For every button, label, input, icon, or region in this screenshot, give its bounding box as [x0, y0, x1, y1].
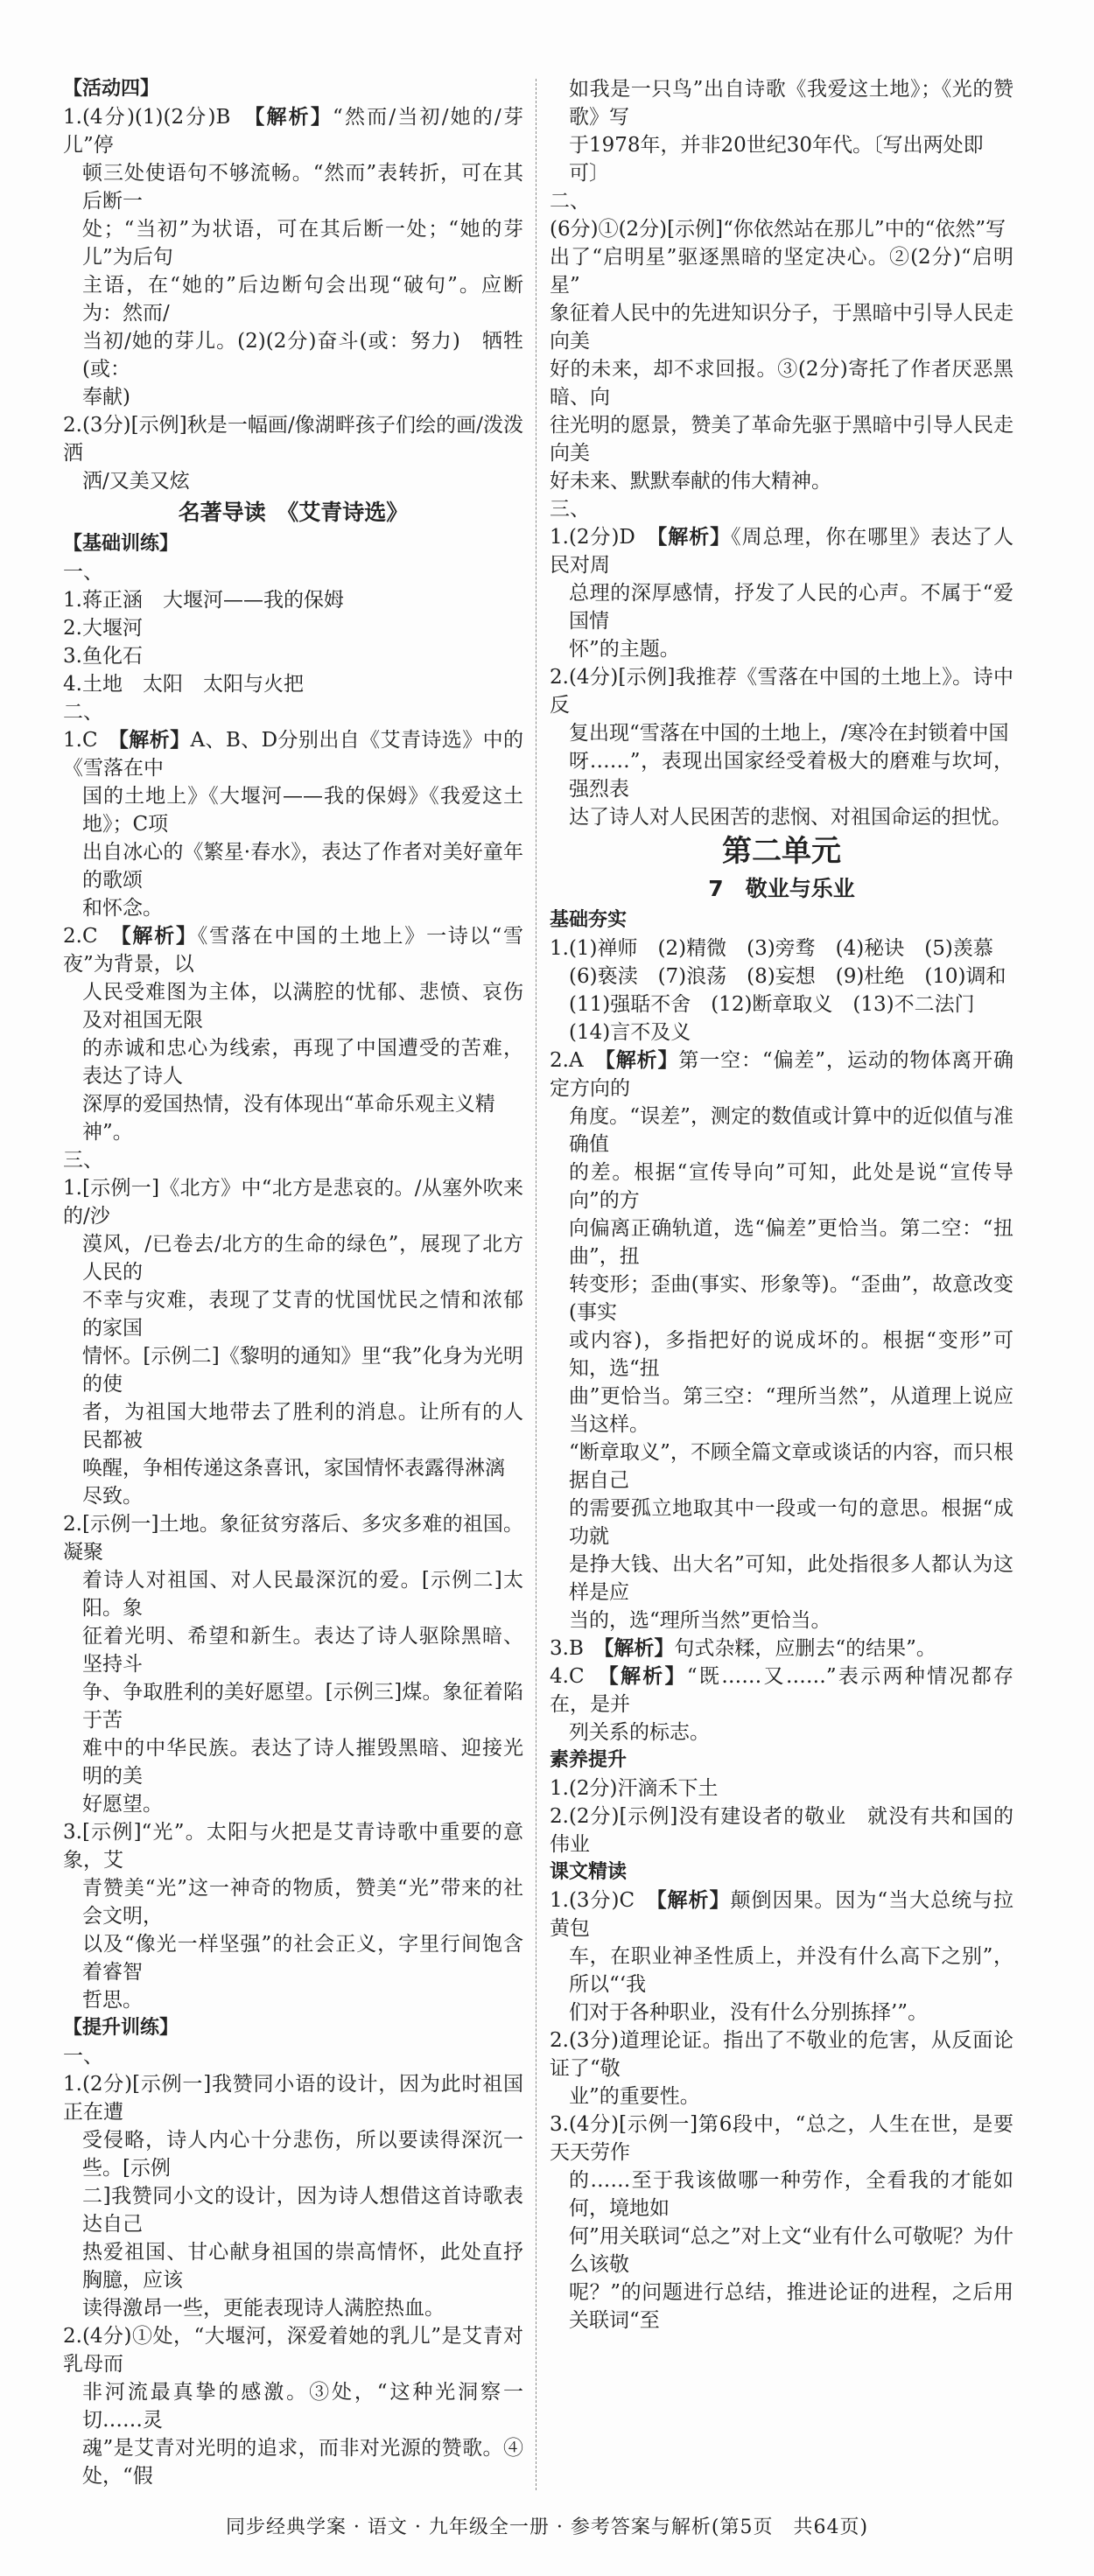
text-line: 争、争取胜利的美好愿望。[示例三]煤。象征着陷于苦	[82, 1681, 523, 1732]
answer-number: 2.C	[63, 925, 122, 948]
text-line: 二、	[550, 190, 590, 213]
analysis-label: 【解析】	[603, 1637, 675, 1660]
text-line: 好愿望。	[82, 1793, 163, 1816]
text-line: 深厚的爱国热情，没有体现出“革命乐观主义精神”。	[82, 1093, 495, 1144]
text-line: 三、	[63, 1149, 103, 1172]
text-line	[550, 1046, 1013, 1102]
text-line: 情怀。[示例二]《黎明的通知》里“我”化身为光明的使	[82, 1345, 523, 1396]
text-line: 出了“启明星”驱逐黑暗的坚定决心。②(2分)“启明星”	[550, 246, 1013, 297]
answer-number: 1.(3分)C	[550, 1889, 657, 1912]
text-line: 的赤诚和忠心为线索，再现了中国遭受的苦难，表达了诗人	[82, 1037, 523, 1088]
text-line: 角度。“误差”，测定的数值或计算中的近似值与准确值	[569, 1105, 1013, 1156]
text-line: (11)强聒不舍 (12)断章取义 (13)不二法门	[569, 993, 975, 1016]
text-line: 如我是一只鸟”出自诗歌《我爱这土地》；《光的赞歌》写	[569, 78, 1013, 129]
section-heading: 基础夯实	[550, 909, 628, 931]
text-line: 列关系的标志。	[569, 1721, 710, 1744]
text-line: 于1978年，并非20世纪30年代。〔写出两处即可〕	[569, 134, 984, 185]
text-line: 一、	[63, 2045, 103, 2068]
text-line: 业”的重要性。	[569, 2085, 700, 2108]
text-line: 达了诗人对人民困苦的悲悯、对祖国命运的担忧。	[569, 806, 1012, 829]
text-line: 呢？”的问题进行总结，推进论证的进程，之后用关联词“至	[569, 2281, 1013, 2332]
text-line: 读得激昂一些，更能表现诗人满腔热血。	[82, 2297, 445, 2320]
text-line: 主语，在“她的”后边断句会出现“破句”。应断为：然而/	[82, 274, 523, 325]
text-line	[63, 922, 523, 978]
text-line: 2.(2分)[示例]没有建设者的敬业 就没有共和国的伟业	[550, 1805, 1013, 1856]
text-line: 好的未来，却不求回报。③(2分)寄托了作者厌恶黑暗、向	[550, 358, 1013, 409]
text-line	[550, 523, 1013, 579]
analysis-label: 【解析】	[118, 729, 191, 752]
section-heading: 【提升训练】	[63, 2017, 179, 2039]
text-line: 二、	[63, 701, 103, 724]
page-footer: 同步经典学案 · 语文 · 九年级全一册 · 参考答案与解析(第5页 共64页)	[225, 2516, 869, 2538]
answer-number: 4.C	[550, 1665, 609, 1688]
text-line: 的需要孤立地取其中一段或一句的意思。根据“成功就	[569, 1497, 1013, 1548]
text-line: 复出现“雪落在中国的土地上，/寒冷在封锁着中国	[569, 722, 1009, 745]
text-line: 二]我赞同小文的设计，因为诗人想借这首诗歌表达自己	[82, 2185, 523, 2236]
text-line: 们对于各种职业，没有什么分别拣择’”。	[569, 2001, 929, 2024]
answer-number: 1.(2分)D	[550, 526, 657, 549]
text-span: 句式杂糅，应删去“的结果”。	[674, 1637, 936, 1660]
text-line: (6分)①(2分)[示例]“你依然站在那儿”中的“依然”写	[550, 218, 1006, 241]
text-line: 1.(2分)汗滴禾下土	[550, 1777, 719, 1800]
text-line: 哲思。	[82, 1989, 143, 2012]
chapter-title: 7 敬业与乐业	[708, 876, 855, 901]
text-line: 3.鱼化石	[63, 645, 143, 668]
text-line: 奉献)	[82, 386, 130, 409]
analysis-label: 【解析】	[254, 106, 333, 129]
text-line: 往光明的愿景，赞美了革命先驱于黑暗中引导人民走向美	[550, 414, 1013, 465]
text-span: 《雪落在中国的土地上》一诗以“雪夜”为背景，以	[63, 925, 524, 976]
text-line: 2.[示例一]土地。象征贫穷落后、多灾多难的祖国。凝聚	[63, 1513, 523, 1564]
text-line: 征着光明、希望和新生。表达了诗人驱除黑暗、坚持斗	[82, 1625, 523, 1676]
text-line: 2.(4分)①处，“大堰河，深爱着她的乳儿”是艾青对乳母而	[63, 2325, 523, 2376]
text-line: 好未来、默默奉献的伟大精神。	[550, 470, 831, 493]
text-span: 第一空：“偏差”，运动的物体离开确定方向的	[550, 1049, 1013, 1100]
text-line: 唤醒，争相传递这条喜讯，家国情怀表露得淋漓尽致。	[82, 1457, 505, 1508]
text-line: 总理的深厚感情，抒发了人民的心声。不属于“爱国情	[569, 582, 1013, 633]
text-line: 漠风，/已卷去/北方的生命的绿色”，展现了北方人民的	[82, 1233, 523, 1284]
text-line: 国的土地上》《大堰河——我的保姆》《我爱这土地》；C项	[82, 785, 523, 836]
section-heading: 【活动四】	[63, 78, 160, 100]
text-line: 象征着人民中的先进知识分子，于黑暗中引导人民走向美	[550, 302, 1013, 353]
text-line: 当初/她的芽儿。(2)(2分)奋斗(或：努力) 牺牲(或：	[82, 330, 523, 381]
text-span: A、B、D分别出自《艾青诗选》中的《雪落在中	[63, 729, 524, 780]
text-line: 不幸与灾难，表现了艾青的忧国忧民之情和浓郁的家国	[82, 1289, 523, 1340]
text-line: 车，在职业神圣性质上，并没有什么高下之别”，所以“‘我	[569, 1945, 1013, 1996]
text-line: 3.(4分)[示例一]第6段中，“总之，人生在世，是要天天劳作	[550, 2113, 1013, 2164]
text-line: 着诗人对祖国、对人民最深沉的爱。[示例二]太阳。象	[82, 1569, 523, 1620]
section-heading: 【基础训练】	[63, 533, 179, 555]
chapter-title: 名著导读 《艾青诗选》	[178, 500, 409, 525]
text-line: 一、	[63, 561, 103, 584]
text-line: 2.(4分)[示例]我推荐《雪落在中国的土地上》。诗中反	[550, 666, 1013, 717]
text-line: 和怀念。	[82, 897, 163, 920]
text-line: 者，为祖国大地带去了胜利的消息。让所有的人民都被	[82, 1401, 523, 1452]
text-line: 曲”更恰当。第三空：“理所当然”，从道理上说应当这样。	[569, 1385, 1013, 1436]
text-line: 是挣大钱、出大名”可知，此处指很多人都认为这样是应	[569, 1553, 1013, 1604]
text-line	[550, 1662, 1013, 1718]
text-line: 三、	[550, 498, 590, 521]
text-line: 向偏离正确轨道，选“偏差”更恰当。第二空：“扭曲”，扭	[569, 1217, 1013, 1268]
answer-number: 1.C	[63, 729, 119, 752]
text-line: 青赞美“光”这一神奇的物质，赞美“光”带来的社会文明，	[82, 1877, 523, 1928]
text-line: 1.蒋正涵 大堰河——我的保姆	[63, 589, 344, 612]
text-line: 难中的中华民族。表达了诗人摧毁黑暗、迎接光明的美	[82, 1737, 523, 1788]
text-line: 2.(3分)道理论证。指出了不敬业的危害，从反面论证了“敬	[550, 2029, 1013, 2080]
text-line: 顿三处使语句不够流畅。“然而”表转折，可在其后断一	[82, 162, 523, 213]
text-line: 2.大堰河	[63, 617, 143, 640]
text-line: 魂”是艾青对光明的追求，而非对光源的赞歌。④处，“假	[82, 2437, 523, 2488]
text-line: 的差。根据“宣传导向”可知，此处是说“宣传导向”的方	[569, 1161, 1013, 1212]
text-line: 4.土地 太阳 太阳与火把	[63, 673, 304, 696]
text-line: 洒/又美又炫	[82, 470, 190, 493]
answer-number: 1.(4分)(1)(2分)B	[63, 106, 255, 129]
text-line: 的……至于我该做哪一种劳作，全看我的才能如何，境地如	[569, 2169, 1013, 2220]
text-span: “既……又……”表示两种情况都存在，是并	[550, 1665, 1014, 1716]
analysis-label: 【解析】	[656, 1889, 731, 1912]
analysis-label: 【解析】	[656, 526, 732, 549]
answer-number: 2.A	[550, 1049, 606, 1072]
text-span: “然而/当初/她的/芽儿”停	[63, 106, 523, 157]
text-line: 以及“像光一样坚强”的社会正义，字里行间饱含着睿智	[82, 1933, 523, 1984]
section-heading: 课文精读	[550, 1861, 628, 1883]
text-line: 3.[示例]“光”。太阳与火把是艾青诗歌中重要的意象，艾	[63, 1821, 523, 1872]
text-line: 何”用关联词“总之”对上文“业有什么可敬呢？为什么该敬	[569, 2225, 1013, 2276]
text-line: (6)亵渎 (7)浪荡 (8)妄想 (9)杜绝 (10)调和	[569, 965, 1006, 988]
text-line: 1.(1)禅师 (2)精微 (3)旁骛 (4)秘诀 (5)羡慕	[550, 937, 993, 960]
text-line: 热爱祖国、甘心献身祖国的崇高情怀，此处直抒胸臆，应该	[82, 2241, 523, 2292]
answer-number: 3.B	[550, 1637, 604, 1660]
text-line	[63, 726, 523, 782]
left-column	[63, 75, 523, 2490]
text-line: 1.(2分)[示例一]我赞同小语的设计，因为此时祖国正在遭	[63, 2073, 523, 2124]
text-line	[63, 103, 523, 159]
text-line: 处；“当初”为状语，可在其后断一处；“她的芽儿”为后句	[82, 218, 523, 269]
right-column	[550, 75, 1013, 2334]
analysis-label: 【解析】	[121, 925, 198, 948]
analysis-label: 【解析】	[608, 1665, 687, 1688]
text-line: 2.(3分)[示例]秋是一幅画/像湖畔孩子们绘的画/泼泼洒	[63, 414, 523, 465]
text-line: 1.[示例一]《北方》中“北方是悲哀的。/从塞外吹来的/沙	[63, 1177, 523, 1228]
text-line: 出自冰心的《繁星·春水》，表达了作者对美好童年的歌颂	[82, 841, 523, 892]
text-span: 《周总理，你在哪里》表达了人民对周	[550, 526, 1014, 577]
text-line: 呀……”，表现出国家经受着极大的磨难与坎坷，强烈表	[569, 750, 1013, 801]
text-line: “断章取义”，不顾全篇文章或谈话的内容，而只根据自己	[569, 1441, 1013, 1492]
text-line: 或内容)，多指把好的说成坏的。根据“变形”可知，选“扭	[569, 1329, 1013, 1380]
text-line	[550, 1634, 1013, 1662]
text-line: 当的，选“理所当然”更恰当。	[569, 1609, 831, 1632]
text-line	[550, 1886, 1013, 1942]
text-line: 转变形；歪曲(事实、形象等)。“歪曲”，故意改变(事实	[569, 1273, 1013, 1324]
analysis-label: 【解析】	[605, 1049, 679, 1072]
unit-title: 第二单元	[722, 834, 841, 869]
section-heading: 素养提升	[550, 1749, 628, 1771]
text-line: 人民受难图为主体，以满腔的忧郁、悲愤、哀伤及对祖国无限	[82, 981, 523, 1032]
text-line: 怀”的主题。	[569, 638, 680, 661]
text-line: (14)言不及义	[569, 1021, 691, 1044]
text-span: 颠倒因果。因为“当大总统与拉黄包	[550, 1889, 1014, 1940]
text-line: 受侵略，诗人内心十分悲伤，所以要读得深沉一些。[示例	[82, 2129, 523, 2180]
text-line: 非河流最真挚的感激。③处，“这种光洞察一切……灵	[82, 2381, 523, 2432]
